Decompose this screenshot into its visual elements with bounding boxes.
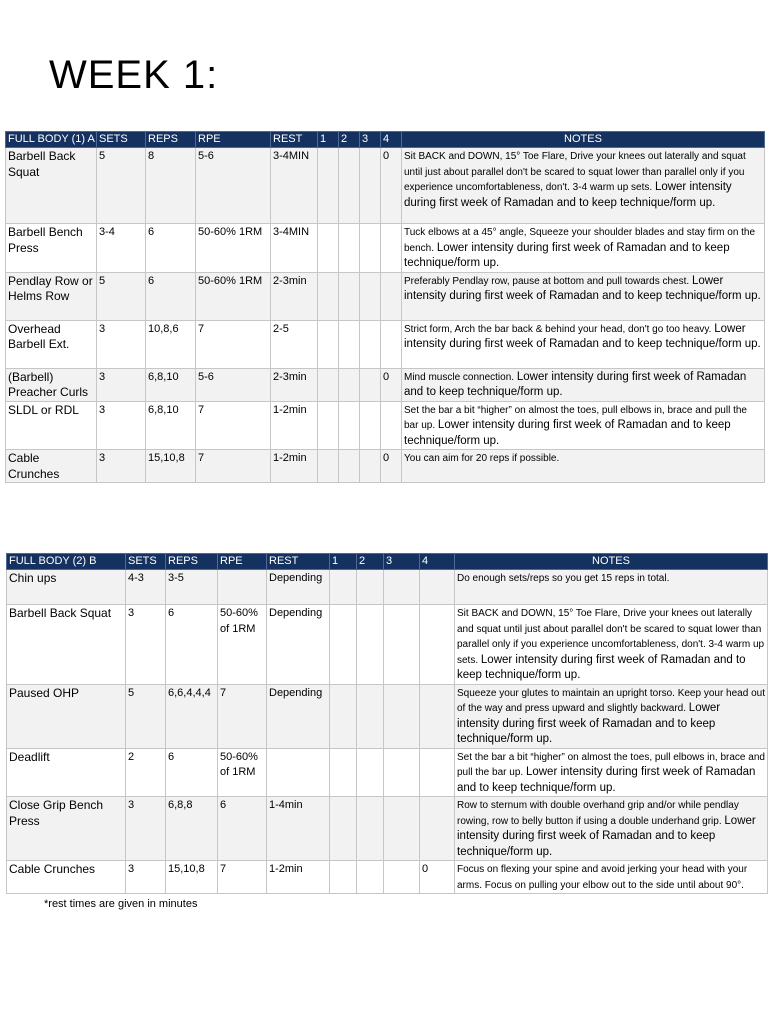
table-row — [7, 748, 768, 797]
week-3-cell — [384, 861, 420, 894]
exercise-cell: Close Grip Bench Press — [7, 797, 126, 861]
header-rpe: RPE — [218, 554, 267, 570]
workout-table-b — [6, 553, 768, 894]
week-2-cell — [357, 861, 384, 894]
header-notes: NOTES — [455, 554, 768, 570]
week-4-cell — [381, 320, 402, 368]
rest-cell: 2-3min — [271, 368, 318, 401]
header-week-1: 1 — [330, 554, 357, 570]
week-3-cell — [360, 320, 381, 368]
rpe-cell: 5-6 — [196, 148, 271, 224]
header-rest: REST — [271, 132, 318, 148]
table-row — [7, 797, 768, 861]
reps-cell: 6,8,8 — [166, 797, 218, 861]
exercise-cell: Barbell Bench Press — [6, 224, 97, 273]
page-title: WEEK 1: — [49, 53, 219, 97]
footnote: *rest times are given in minutes — [44, 898, 198, 910]
sets-cell: 5 — [126, 684, 166, 748]
workout-table-a — [5, 131, 765, 483]
note-text: Preferably Pendlay row, pause at bottom and pull towards chest. — [404, 275, 690, 287]
table-row — [7, 861, 768, 894]
week-1-cell — [330, 861, 357, 894]
rpe-cell: 7 — [196, 450, 271, 483]
table-header-row — [7, 554, 768, 570]
rest-cell: 3-4MIN — [271, 148, 318, 224]
note-text: Row to sternum with double overhand grip and/or while pendlay rowing, row to belly button if using a double underhand grip. — [457, 800, 739, 827]
table-body — [6, 148, 765, 483]
week-1-cell — [318, 272, 339, 320]
header-week-2: 2 — [339, 132, 360, 148]
reps-cell: 8 — [146, 148, 196, 224]
rpe-cell — [218, 570, 267, 605]
week-1-cell — [318, 224, 339, 273]
note-emphasis: Lower intensity during first week of Ramadan and to keep technique/form up. — [457, 766, 756, 794]
week-2-cell — [357, 684, 384, 748]
week-4-cell: 0 — [381, 368, 402, 401]
note-text: Do enough sets/reps so you get 15 reps in total. — [457, 573, 670, 584]
table-row — [7, 570, 768, 605]
rpe-cell: 50-60% of 1RM — [218, 605, 267, 685]
sets-cell: 3-4 — [97, 224, 146, 273]
header-reps: REPS — [146, 132, 196, 148]
week-4-cell: 0 — [381, 148, 402, 224]
reps-cell: 6 — [166, 748, 218, 797]
notes-cell — [455, 570, 768, 605]
header-week-2: 2 — [357, 554, 384, 570]
header-exercise: FULL BODY (2) B — [7, 554, 126, 570]
header-week-3: 3 — [384, 554, 420, 570]
week-1-cell — [330, 684, 357, 748]
rest-cell: Depending — [267, 570, 330, 605]
note-text: Sit BACK and DOWN, 15° Toe Flare, Drive your knees out laterally and squat until just about parallel don't be scared to squat lower than parallel only if you experience uncomfortableness, don't. 3-4 warm up sets. — [404, 151, 746, 193]
week-2-cell — [357, 748, 384, 797]
note-text: You can aim for 20 reps if possible. — [404, 453, 560, 464]
exercise-cell: Chin ups — [7, 570, 126, 605]
week-1-cell — [318, 401, 339, 450]
note-text: Set the bar a bit “higher” on almost the toes, pull elbows in, brace and pull the bar up. — [404, 404, 747, 431]
week-4-cell: 0 — [420, 861, 455, 894]
reps-cell: 6 — [146, 272, 196, 320]
week-3-cell — [360, 450, 381, 483]
week-4-cell — [381, 401, 402, 450]
header-week-4: 4 — [381, 132, 402, 148]
notes-cell — [402, 450, 765, 483]
note-text: Mind muscle connection. — [404, 371, 515, 383]
notes-cell — [402, 224, 765, 273]
week-3-cell — [360, 401, 381, 450]
sets-cell: 3 — [126, 605, 166, 685]
note-text: Strict form, Arch the bar back & behind your head, don't go too heavy. — [404, 323, 712, 335]
week-3-cell — [360, 368, 381, 401]
note-emphasis: Lower intensity during first week of Ramadan and to keep technique/form up. — [404, 241, 730, 269]
rpe-cell: 50-60% 1RM — [196, 272, 271, 320]
header-reps: REPS — [166, 554, 218, 570]
note-text: Set the bar a bit “higher” on almost the toes, pull elbows in, brace and pull the bar up. — [457, 751, 765, 778]
sets-cell: 5 — [97, 148, 146, 224]
note-text: Tuck elbows at a 45° angle, Squeeze your shoulder blades and stay firm on the bench. — [404, 227, 756, 254]
note-emphasis: Lower intensity during first week of Ramadan and to keep technique/form up. — [404, 181, 732, 209]
sets-cell: 3 — [97, 320, 146, 368]
note-text: Squeeze your glutes to maintain an upright torso. Keep your head out of the way and press upward and slightly backward. — [457, 687, 765, 714]
week-4-cell — [420, 797, 455, 861]
note-emphasis: Lower intensity during first week of Ramadan and to keep technique/form up. — [404, 419, 731, 447]
notes-cell — [402, 272, 765, 320]
week-1-cell — [330, 570, 357, 605]
week-2-cell — [339, 320, 360, 368]
table-body — [7, 570, 768, 894]
week-2-cell — [357, 605, 384, 685]
rest-cell: 1-2min — [271, 401, 318, 450]
rpe-cell: 7 — [196, 320, 271, 368]
reps-cell: 15,10,8 — [166, 861, 218, 894]
table-row — [6, 224, 765, 273]
table-row — [6, 401, 765, 450]
header-week-4: 4 — [420, 554, 455, 570]
note-emphasis: Lower intensity during first week of Ramadan and to keep technique/form up. — [457, 702, 721, 745]
week-3-cell — [384, 605, 420, 685]
notes-cell — [402, 320, 765, 368]
week-1-cell — [318, 148, 339, 224]
exercise-cell: Deadlift — [7, 748, 126, 797]
notes-cell — [455, 748, 768, 797]
table-row — [7, 605, 768, 685]
rpe-cell: 7 — [218, 684, 267, 748]
header-notes: NOTES — [402, 132, 765, 148]
rest-cell: 3-4MIN — [271, 224, 318, 273]
exercise-cell: Barbell Back Squat — [7, 605, 126, 685]
rest-cell — [267, 748, 330, 797]
note-emphasis: Lower intensity during first week of Ramadan and to keep technique/form up. — [404, 274, 761, 302]
note-emphasis: Lower intensity during first week of Ramadan and to keep technique/form up. — [404, 370, 747, 398]
rpe-cell: 7 — [196, 401, 271, 450]
week-2-cell — [339, 224, 360, 273]
header-rest: REST — [267, 554, 330, 570]
notes-cell — [455, 861, 768, 894]
rest-cell: 2-5 — [271, 320, 318, 368]
rpe-cell: 50-60% 1RM — [196, 224, 271, 273]
week-3-cell — [360, 272, 381, 320]
notes-cell — [455, 797, 768, 861]
rest-cell: 1-2min — [271, 450, 318, 483]
week-1-cell — [330, 797, 357, 861]
rest-cell: 1-2min — [267, 861, 330, 894]
sets-cell: 3 — [126, 861, 166, 894]
week-3-cell — [360, 148, 381, 224]
note-emphasis: Lower intensity during first week of Ramadan and to keep technique/form up. — [457, 653, 746, 681]
table-row — [6, 450, 765, 483]
header-exercise: FULL BODY (1) A — [6, 132, 97, 148]
header-week-3: 3 — [360, 132, 381, 148]
table-header-row — [6, 132, 765, 148]
exercise-cell: Overhead Barbell Ext. — [6, 320, 97, 368]
reps-cell: 15,10,8 — [146, 450, 196, 483]
week-4-cell — [420, 748, 455, 797]
week-1-cell — [330, 748, 357, 797]
reps-cell: 6 — [166, 605, 218, 685]
notes-cell — [455, 684, 768, 748]
notes-cell — [402, 368, 765, 401]
week-1-cell — [318, 368, 339, 401]
rest-cell: Depending — [267, 605, 330, 685]
reps-cell: 6,8,10 — [146, 401, 196, 450]
notes-cell — [402, 148, 765, 224]
exercise-cell: Cable Crunches — [6, 450, 97, 483]
week-2-cell — [339, 272, 360, 320]
rpe-cell: 50-60% of 1RM — [218, 748, 267, 797]
sets-cell: 3 — [97, 368, 146, 401]
week-2-cell — [339, 148, 360, 224]
exercise-cell: Paused OHP — [7, 684, 126, 748]
week-3-cell — [384, 797, 420, 861]
exercise-cell: Cable Crunches — [7, 861, 126, 894]
week-4-cell: 0 — [381, 450, 402, 483]
week-1-cell — [330, 605, 357, 685]
exercise-cell: Pendlay Row or Helms Row — [6, 272, 97, 320]
week-1-cell — [318, 450, 339, 483]
week-4-cell — [381, 272, 402, 320]
table-row — [7, 684, 768, 748]
sets-cell: 3 — [97, 450, 146, 483]
reps-cell: 3-5 — [166, 570, 218, 605]
exercise-cell: SLDL or RDL — [6, 401, 97, 450]
sets-cell: 5 — [97, 272, 146, 320]
rest-cell: Depending — [267, 684, 330, 748]
table-row — [6, 272, 765, 320]
rpe-cell: 5-6 — [196, 368, 271, 401]
week-3-cell — [384, 748, 420, 797]
week-3-cell — [360, 224, 381, 273]
exercise-cell: Barbell Back Squat — [6, 148, 97, 224]
week-4-cell — [381, 224, 402, 273]
week-4-cell — [420, 570, 455, 605]
reps-cell: 6,8,10 — [146, 368, 196, 401]
note-text: Focus on flexing your spine and avoid jerking your head with your arms. Focus on pulling your elbow out to the side until about 90°. — [457, 864, 748, 891]
header-sets: SETS — [126, 554, 166, 570]
table-row — [6, 368, 765, 401]
week-2-cell — [339, 368, 360, 401]
reps-cell: 6,6,4,4,4 — [166, 684, 218, 748]
header-week-1: 1 — [318, 132, 339, 148]
sets-cell: 4-3 — [126, 570, 166, 605]
note-emphasis: Lower intensity during first week of Ramadan and to keep technique/form up. — [457, 814, 756, 858]
table-row — [6, 320, 765, 368]
week-2-cell — [357, 797, 384, 861]
notes-cell — [402, 401, 765, 450]
notes-cell — [455, 605, 768, 685]
exercise-cell: (Barbell) Preacher Curls — [6, 368, 97, 401]
week-2-cell — [339, 401, 360, 450]
sets-cell: 3 — [97, 401, 146, 450]
rpe-cell: 6 — [218, 797, 267, 861]
week-3-cell — [384, 570, 420, 605]
reps-cell: 10,8,6 — [146, 320, 196, 368]
week-2-cell — [339, 450, 360, 483]
note-text: Sit BACK and DOWN, 15° Toe Flare, Drive your knees out laterally and squat until just about parallel don't be scared to squat lower than parallel only if you experience uncomfortableness, don't. 3-4 warm up sets. — [457, 608, 765, 666]
rpe-cell: 7 — [218, 861, 267, 894]
reps-cell: 6 — [146, 224, 196, 273]
week-4-cell — [420, 605, 455, 685]
header-rpe: RPE — [196, 132, 271, 148]
week-2-cell — [357, 570, 384, 605]
header-sets: SETS — [97, 132, 146, 148]
table-row — [6, 148, 765, 224]
week-4-cell — [420, 684, 455, 748]
sets-cell: 2 — [126, 748, 166, 797]
rest-cell: 2-3min — [271, 272, 318, 320]
week-1-cell — [318, 320, 339, 368]
week-3-cell — [384, 684, 420, 748]
sets-cell: 3 — [126, 797, 166, 861]
rest-cell: 1-4min — [267, 797, 330, 861]
note-emphasis: Lower intensity during first week of Ramadan and to keep technique/form up. — [404, 322, 761, 350]
